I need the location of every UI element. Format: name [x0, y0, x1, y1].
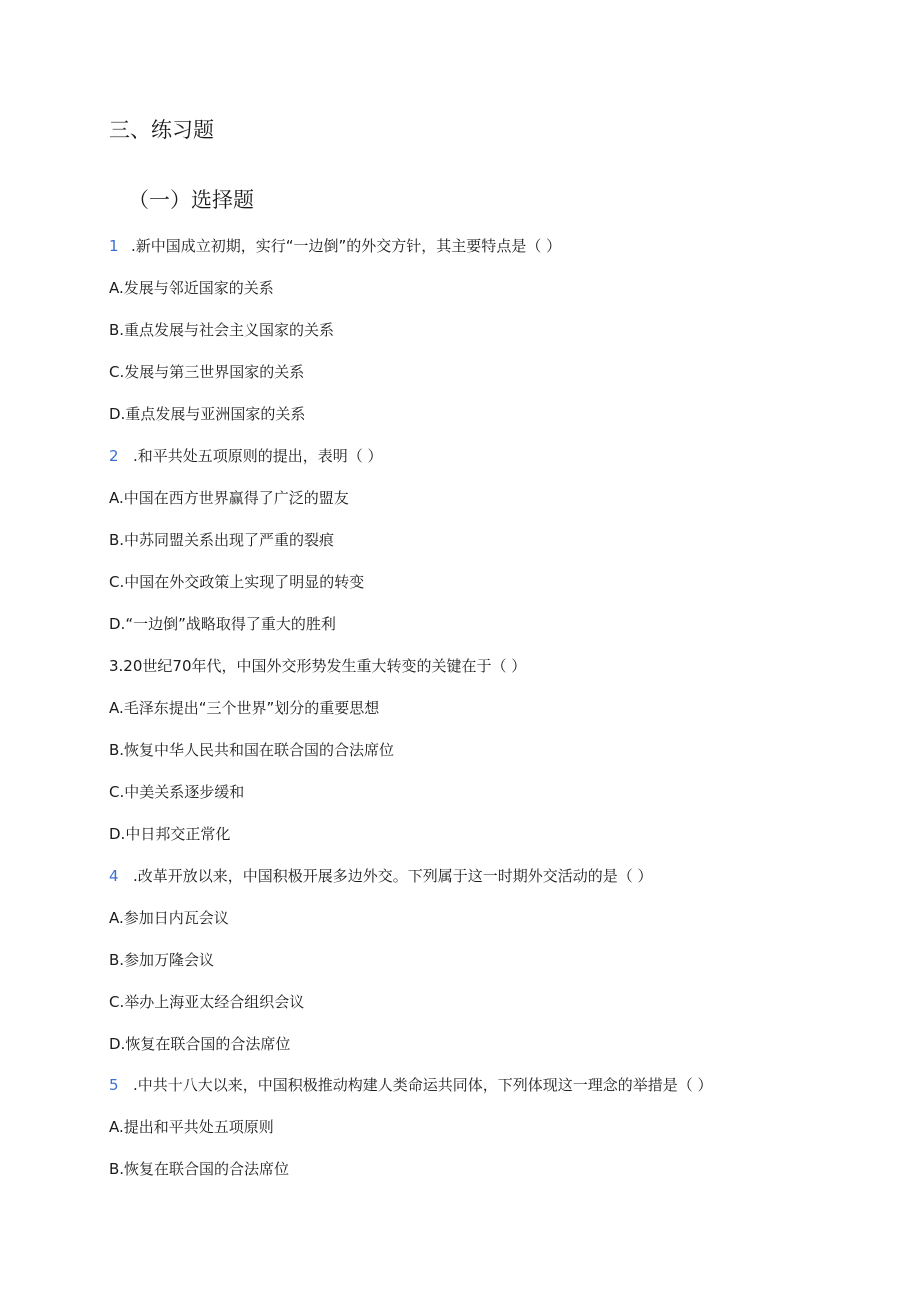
question-text: .中共十八大以来，中国积极推动构建人类命运共同体，下列体现这一理念的举措是（ ） [133, 1076, 713, 1094]
question-2-option-c: C.中国在外交政策上实现了明显的转变 [109, 573, 365, 591]
question-1-option-d: D.重点发展与亚洲国家的关系 [109, 405, 306, 423]
question-4-option-b: B.参加万隆会议 [109, 951, 215, 969]
question-2-stem [109, 446, 383, 466]
question-5-stem [109, 1075, 713, 1095]
question-2-option-d: D.“一边倒”战略取得了重大的胜利 [109, 615, 336, 633]
question-3-option-d: D.中日邦交正常化 [109, 825, 231, 843]
question-4-option-c: C.举办上海亚太经合组织会议 [109, 993, 305, 1011]
question-1-option-c: C.发展与第三世界国家的关系 [109, 363, 305, 381]
question-3-option-c: C.中美关系逐步缓和 [109, 783, 245, 801]
section-title: 三、练习题 [109, 118, 214, 142]
question-text: .新中国成立初期，实行“一边倒”的外交方针，其主要特点是（ ） [131, 237, 562, 255]
question-1-option-b: B.重点发展与社会主义国家的关系 [109, 321, 335, 339]
question-number: 2 [109, 447, 119, 465]
question-1-option-a: A.发展与邻近国家的关系 [109, 279, 274, 297]
sub-title: （一）选择题 [128, 188, 254, 212]
question-2-option-a: A.中国在西方世界赢得了广泛的盟友 [109, 489, 349, 507]
question-3-option-a: A.毛泽东提出“三个世界”划分的重要思想 [109, 699, 380, 717]
question-3-option-b: B.恢复中华人民共和国在联合国的合法席位 [109, 741, 395, 759]
question-5-option-a: A.提出和平共处五项原则 [109, 1118, 274, 1136]
question-number: 5 [109, 1076, 119, 1094]
question-number: 4 [109, 867, 119, 885]
question-text: .和平共处五项原则的提出，表明（ ） [133, 447, 383, 465]
question-4-stem [109, 866, 653, 886]
question-4-option-a: A.参加日内瓦会议 [109, 909, 229, 927]
question-text: .改革开放以来，中国积极开展多边外交。下列属于这一时期外交活动的是（ ） [133, 867, 653, 885]
question-4-option-d: D.恢复在联合国的合法席位 [109, 1035, 291, 1053]
question-5-option-b: B.恢复在联合国的合法席位 [109, 1160, 290, 1178]
question-3-stem: 3.20世纪70年代，中国外交形势发生重大转变的关键在于（ ） [109, 657, 527, 675]
question-2-option-b: B.中苏同盟关系出现了严重的裂痕 [109, 531, 335, 549]
question-1-stem [109, 236, 561, 256]
question-number: 1 [109, 237, 119, 255]
